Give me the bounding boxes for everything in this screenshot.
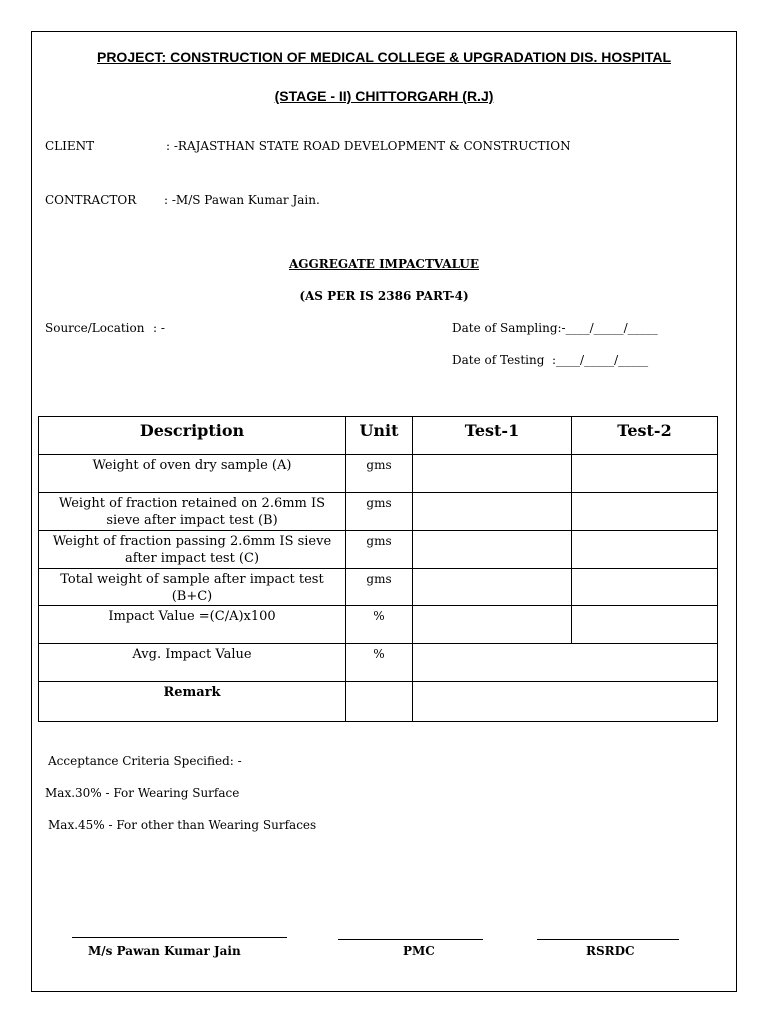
table-header-row xyxy=(39,417,718,455)
row-unit: gms xyxy=(346,455,413,493)
acceptance-heading: Acceptance Criteria Specified: - xyxy=(48,754,242,768)
test-2-value-cell[interactable] xyxy=(572,606,718,644)
date-of-testing-value: :____/_____/_____ xyxy=(552,353,649,367)
contractor-label: CONTRACTOR xyxy=(45,193,137,207)
signature-line-right xyxy=(537,939,679,940)
header-test-2: Test-2 xyxy=(572,417,718,455)
test-title: AGGREGATE IMPACTVALUE xyxy=(288,257,479,271)
header-description: Description xyxy=(39,417,346,455)
row-unit xyxy=(346,682,413,722)
avg-value-cell[interactable] xyxy=(413,644,718,682)
source-label: Source/Location xyxy=(45,321,145,335)
signature-contractor: M/s Pawan Kumar Jain xyxy=(88,944,241,958)
table-row xyxy=(39,644,718,682)
table-row xyxy=(39,455,718,493)
test-1-value-cell[interactable] xyxy=(413,493,572,531)
signature-line-left xyxy=(72,937,287,938)
row-description: Weight of oven dry sample (A) xyxy=(39,455,346,493)
date-of-testing-label: Date of Testing xyxy=(452,353,545,367)
row-unit: % xyxy=(346,606,413,644)
row-unit: gms xyxy=(346,493,413,531)
row-description: Weight of fraction passing 2.6mm IS sieve after impact test (C) xyxy=(39,531,346,569)
impact-value-table xyxy=(38,416,718,722)
acceptance-line-1: Max.30% - For Wearing Surface xyxy=(45,786,240,800)
test-standard: (AS PER IS 2386 PART-4) xyxy=(299,289,469,303)
signature-line-middle xyxy=(338,939,483,940)
test-2-value-cell[interactable] xyxy=(572,569,718,606)
row-description: Weight of fraction retained on 2.6mm IS sieve after impact test (B) xyxy=(39,493,346,531)
client-label: CLIENT xyxy=(45,139,95,153)
acceptance-line-2: Max.45% - For other than Wearing Surfaces xyxy=(48,818,317,832)
date-of-sampling: Date of Sampling:-____/_____/_____ xyxy=(452,321,658,335)
test-1-value-cell[interactable] xyxy=(413,606,572,644)
row-description: Total weight of sample after impact test (B+C) xyxy=(39,569,346,606)
test-2-value-cell[interactable] xyxy=(572,531,718,569)
header-test-1: Test-1 xyxy=(413,417,572,455)
signature-pmc: PMC xyxy=(403,944,435,958)
client-value: : -RAJASTHAN STATE ROAD DEVELOPMENT & CONSTRUCTION xyxy=(166,139,571,153)
project-title-line2: (STAGE - II) CHITTORGARH (R.J) xyxy=(274,88,494,104)
test-1-value-cell[interactable] xyxy=(413,569,572,606)
header-unit: Unit xyxy=(346,417,413,455)
row-unit: % xyxy=(346,644,413,682)
table-row xyxy=(39,493,718,531)
test-1-value-cell[interactable] xyxy=(413,455,572,493)
contractor-value: : -M/S Pawan Kumar Jain. xyxy=(164,193,320,207)
signature-rsrdc: RSRDC xyxy=(586,944,635,958)
row-unit: gms xyxy=(346,569,413,606)
test-2-value-cell[interactable] xyxy=(572,455,718,493)
table-row xyxy=(39,606,718,644)
test-2-value-cell[interactable] xyxy=(572,493,718,531)
test-1-value-cell[interactable] xyxy=(413,531,572,569)
row-description: Avg. Impact Value xyxy=(39,644,346,682)
table-row xyxy=(39,682,718,722)
project-title-line1: PROJECT: CONSTRUCTION OF MEDICAL COLLEGE & UPGRADATION DIS. HOSPITAL xyxy=(96,49,671,65)
row-unit: gms xyxy=(346,531,413,569)
table-row xyxy=(39,531,718,569)
row-description: Impact Value =(C/A)x100 xyxy=(39,606,346,644)
source-value: : - xyxy=(153,321,165,335)
table-row xyxy=(39,569,718,606)
remark-value-cell[interactable] xyxy=(413,682,718,722)
row-description: Remark xyxy=(39,682,346,722)
